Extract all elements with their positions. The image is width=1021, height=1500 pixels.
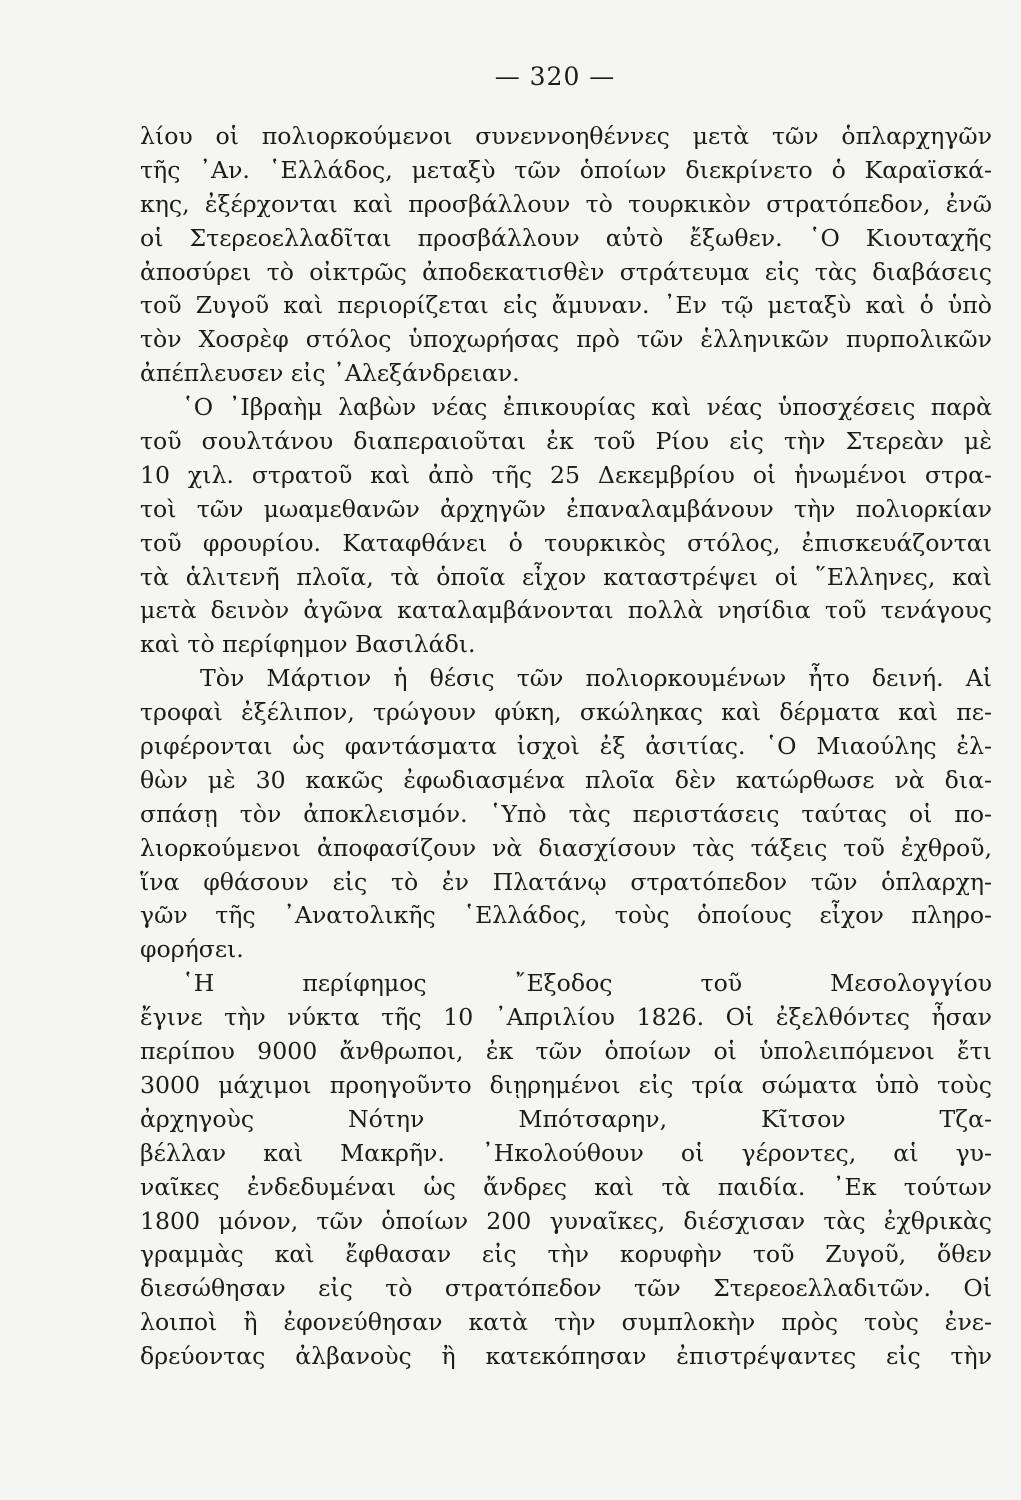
text-line: λοιποὶ ἢ ἐφονεύθησαν κατὰ τὴν συμπλοκὴν πρὸς τοὺς ἐνε- [140, 1308, 992, 1337]
text-line: τοῦ φρουρίου. Καταφθάνει ὁ τουρκικὸς στόλος, ἐπισκευάζονται [140, 528, 992, 557]
body-text [140, 120, 992, 1374]
text-line: τροφαὶ ἐξέλιπον, τρώγουν φύκη, σκώληκας καὶ δέρματα καὶ πε- [140, 698, 992, 727]
text-line: θὼν μὲ 30 κακῶς ἐφωδιασμένα πλοῖα δὲν κατώρθωσε νὰ δια- [140, 765, 992, 794]
text-line: ἀπέπλευσεν εἰς ᾿Αλεξάνδρειαν. [140, 359, 520, 388]
text-line: λίου οἱ πολιορκούμενοι συνεννοηθέννες μετὰ τῶν ὁπλαρχηγῶν [140, 122, 992, 150]
text-line: διεσώθησαν εἰς τὸ στρατόπεδον τῶν Στερεοελλαδιτῶν. Οἱ [140, 1274, 992, 1303]
text-line: οἱ Στερεοελλαδῖται προσβάλλουν αὐτὸ ἔξωθεν. ῾Ο Κιουταχῆς [140, 223, 992, 252]
text-line: ναῖκες ἐνδεδυμέναι ὡς ἄνδρες καὶ τὰ παιδία. ᾿Εκ τούτων [140, 1172, 992, 1201]
text-line: μετὰ δεινὸν ἀγῶνα καταλαμβάνονται πολλὰ νησίδια τοῦ τενάγους [140, 596, 992, 625]
text-line: τοὶ τῶν μωαμεθανῶν ἀρχηγῶν ἐπαναλαμβάνουν τὴν πολιορκίαν [140, 494, 992, 523]
text-line: ῾Ο ᾿Ιβραὴμ λαβὼν νέας ἐπικουρίας καὶ νέας ὑποσχέσεις παρὰ [182, 393, 992, 422]
text-line: ἵνα φθάσουν εἰς τὸ ἐν Πλατάνῳ στρατόπεδον τῶν ὁπλαρχη- [140, 867, 992, 896]
text-line: τὰ ἁλιτενῆ πλοῖα, τὰ ὁποῖα εἶχον καταστρέψει οἱ ῞Ελληνες, καὶ [140, 562, 992, 591]
text-line: περίπου 9000 ἄνθρωποι, ἐκ τῶν ὁποίων οἱ ὑπολειπόμενοι ἔτι [140, 1037, 992, 1066]
text-line: ριφέρονται ὡς φαντάσματα ἰσχοὶ ἐξ ἀσιτίας. ῾Ο Μιαούλης ἐλ- [140, 732, 992, 761]
text-line: δρεύοντας ἀλβανοὺς ἢ κατεκόπησαν ἐπιστρέψαντες εἰς τὴν [140, 1342, 992, 1371]
text-line: κης, ἐξέρχονται καὶ προσβάλλουν τὸ τουρκικὸν στρατόπεδον, ἐνῶ [140, 189, 992, 218]
text-line: τῆς ᾿Αν. ῾Ελλάδος, μεταξὺ τῶν ὁποίων διεκρίνετο ὁ Καραϊσκά- [140, 155, 992, 184]
text-line: καὶ τὸ περίφημον Βασιλάδι. [140, 630, 476, 659]
text-line: 1800 μόνον, τῶν ὁποίων 200 γυναῖκες, διέσχισαν τὰς ἐχθρικὰς [140, 1206, 992, 1235]
text-line: σπάσῃ τὸν ἀποκλεισμόν. ῾Υπὸ τὰς περιστάσεις ταύτας οἱ πο- [140, 799, 992, 828]
text-line: φορήσει. [140, 935, 244, 964]
text-line: Τὸν Μάρτιον ἡ θέσις τῶν πολιορκουμένων ἦτο δεινή. Αἱ [200, 664, 992, 693]
text-line: λιορκούμενοι ἀποφασίζουν νὰ διασχίσουν τὰς τάξεις τοῦ ἐχθροῦ, [140, 833, 992, 862]
text-line: ἔγινε τὴν νύκτα τῆς 10 ᾿Απριλίου 1826. Οἱ ἐξελθόντες ἦσαν [140, 1003, 992, 1032]
text-line: ἀποσύρει τὸ οἰκτρῶς ἀποδεκατισθὲν στράτευμα εἰς τὰς διαβάσεις [140, 257, 992, 286]
text-line: ἀρχηγοὺς Νότην Μπότσαρην, Κῖτσον Τζα- [140, 1104, 992, 1133]
text-line: τὸν Χοσρὲφ στόλος ὑποχωρήσας πρὸ τῶν ἑλληνικῶν πυρπολικῶν [140, 325, 992, 354]
text-line: τοῦ Ζυγοῦ καὶ περιορίζεται εἰς ἄμυναν. ᾿Εν τῷ μεταξὺ καὶ ὁ ὑπὸ [140, 291, 992, 320]
text-line: βέλλαν καὶ Μακρῆν. ᾿Ηκολούθουν οἱ γέροντες, αἱ γυ- [140, 1138, 992, 1167]
text-line: γῶν τῆς ᾿Ανατολικῆς ῾Ελλάδος, τοὺς ὁποίους εἶχον πληρο- [140, 901, 992, 930]
text-line: ῾Η περίφημος ῎Εξοδος τοῦ Μεσολογγίου [182, 969, 992, 998]
page-number: — 320 — [494, 62, 616, 91]
text-line: γραμμὰς καὶ ἔφθασαν εἰς τὴν κορυφὴν τοῦ Ζυγοῦ, ὅθεν [140, 1240, 992, 1269]
text-line: τοῦ σουλτάνου διαπεραιοῦται ἐκ τοῦ Ρίου εἰς τὴν Στερεὰν μὲ [140, 427, 992, 456]
text-line: 3000 μάχιμοι προηγοῦντο διῃρημένοι εἰς τρία σώματα ὑπὸ τοὺς [140, 1070, 992, 1099]
text-line: 10 χιλ. στρατοῦ καὶ ἀπὸ τῆς 25 Δεκεμβρίου οἱ ἡνωμένοι στρα- [140, 460, 992, 489]
